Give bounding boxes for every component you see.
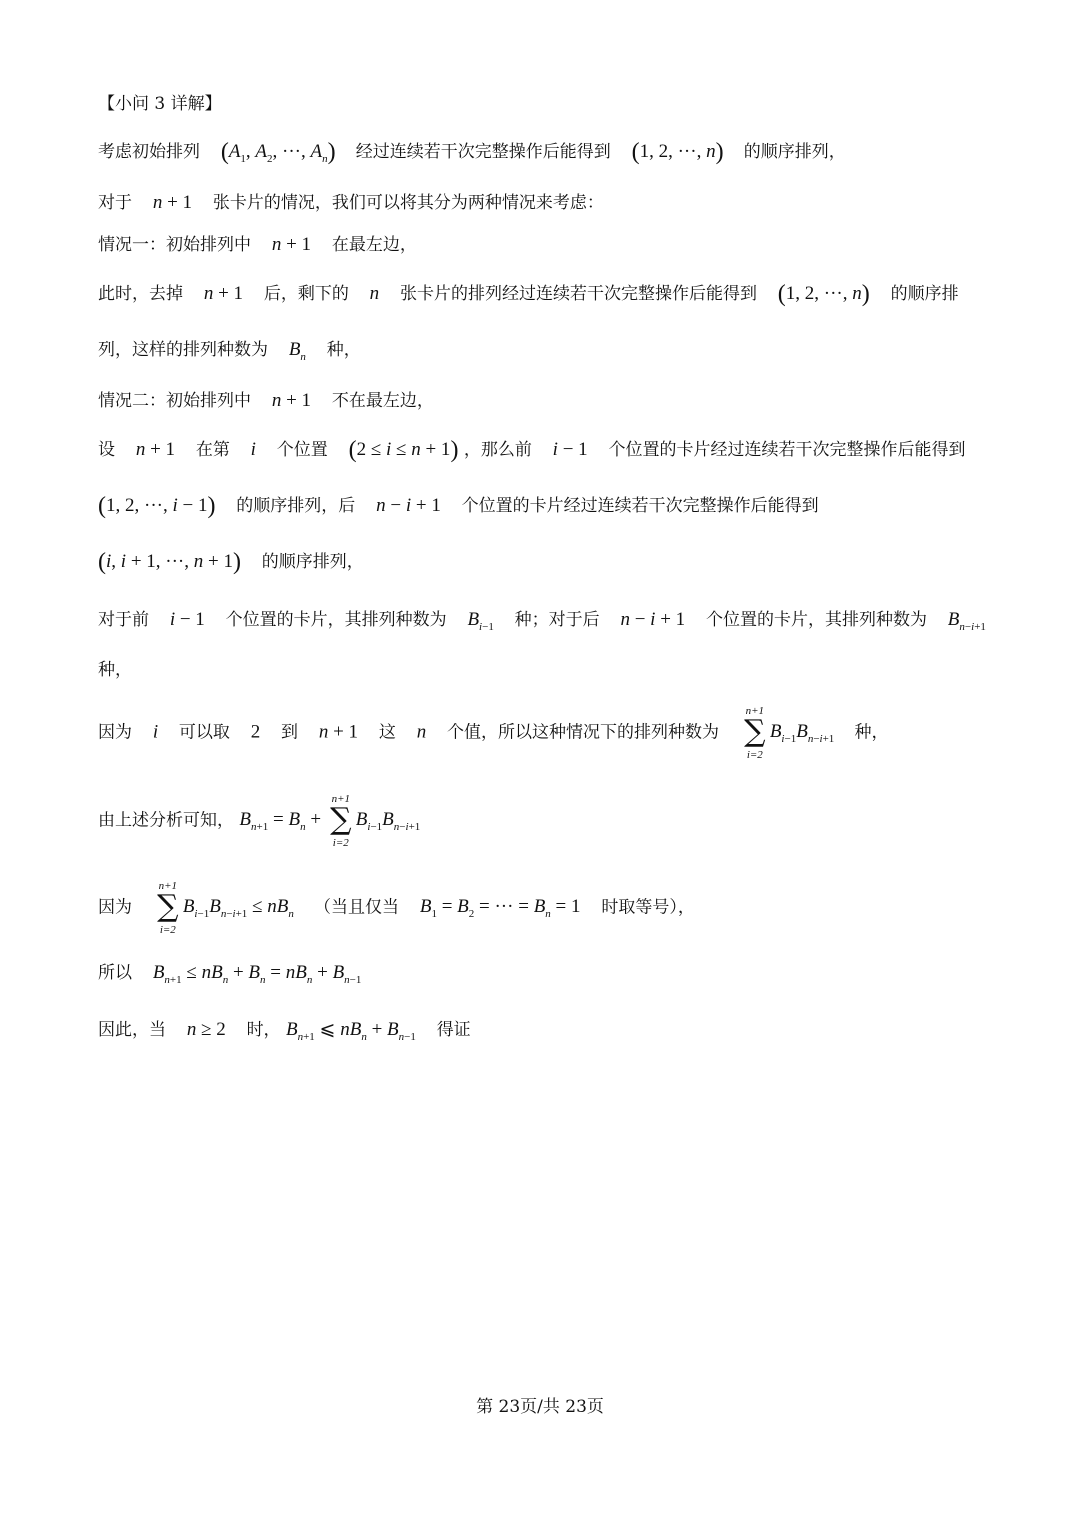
paragraph-line-15: 所以 $B_{n+1} \le nB_n + B_n = nB_n + B_{n-1}$ [98, 962, 362, 986]
paragraph-line-11: 种， [98, 660, 132, 680]
paragraph-line-2: 对于 n + 1 张卡片的情况，我们可以将其分为两种情况来考虑： [98, 192, 604, 213]
paragraph-line-13: 由上述分析可知， $B_{n+1} = B_n$ + n+1 ∑ i=2 $B_{i-1}B_{n-i+1}$ [98, 793, 421, 849]
math-initial-permutation: ($A_1$, $A_2$, ···, $A_n$) [220, 139, 336, 165]
paragraph-line-4: 此时，去掉 n + 1 后，剩下的 n 张卡片的排列经过连续若干次完整操作后能得到 (1, 2, ···, n) 的顺序排 [98, 281, 959, 307]
text: 经过连续若干次完整操作后能得到 [355, 142, 611, 162]
paragraph-line-3: 情况一：初始排列中 n + 1 在最左边， [98, 234, 417, 255]
paragraph-line-10: 对于前 i − 1 个位置的卡片，其排列种数为 $B_{i-1}$ 种；对于后 n − i + 1 个位置的卡片，其排列种数为 $B_{n-i+1}$ [98, 609, 986, 633]
math-recurrence: $B_{n+1} = B_n$ + n+1 ∑ i=2 $B_{i-1}B_{n-i+1}$ [239, 793, 421, 849]
math-summation: n+1 ∑ i=2 $B_{i-1}B_{n-i+1}$ [744, 705, 835, 761]
paragraph-line-14: 因为 n+1 ∑ i=2 $B_{i-1}B_{n-i+1} \le nB_n$ （当且仅当 $B_1 = B_2$ = ··· = $B_n = 1$ 时取等号）， [98, 880, 695, 936]
paragraph-line-6: 情况二：初始排列中 n + 1 不在最左边， [98, 390, 434, 411]
text: 的顺序排列， [743, 142, 846, 162]
paragraph-line-12: 因为 i 可以取 2 到 n + 1 这 n 个值，所以这种情况下的排列种数为 n+1 ∑ i=2 $B_{i-1}B_{n-i+1}$ 种， [98, 705, 889, 761]
paragraph-line-16: 因此，当 n ≥ 2 时， $B_{n+1}$ ⩽ $nB_n + B_{n-1}$ 得证 [98, 1019, 471, 1043]
text: 考虑初始排列 [98, 142, 200, 162]
paragraph-line-5: 列，这样的排列种数为 $B_n$ 种， [98, 339, 361, 363]
paragraph-line-9: (i, i + 1, ···, n + 1) 的顺序排列， [98, 549, 364, 575]
section-heading: 【小问 3 详解】 [98, 94, 222, 114]
paragraph-line-8: (1, 2, ···, i − 1) 的顺序排列，后 n − i + 1 个位置的卡片经过连续若干次完整操作后能得到 [98, 493, 819, 519]
paragraph-line-1 [98, 140, 990, 171]
paragraph-line-7: 设 n + 1 在第 i 个位置 (2 ≤ i ≤ n + 1) ，那么前 i − 1 个位置的卡片经过连续若干次完整操作后能得到 [98, 437, 966, 463]
page-number-footer: 第 23页/共 23页 [476, 1397, 604, 1417]
math-target-sequence: (1, 2, ···, n) [631, 139, 724, 165]
math-inequality: n+1 ∑ i=2 $B_{i-1}B_{n-i+1} \le nB_n$ [157, 880, 294, 936]
